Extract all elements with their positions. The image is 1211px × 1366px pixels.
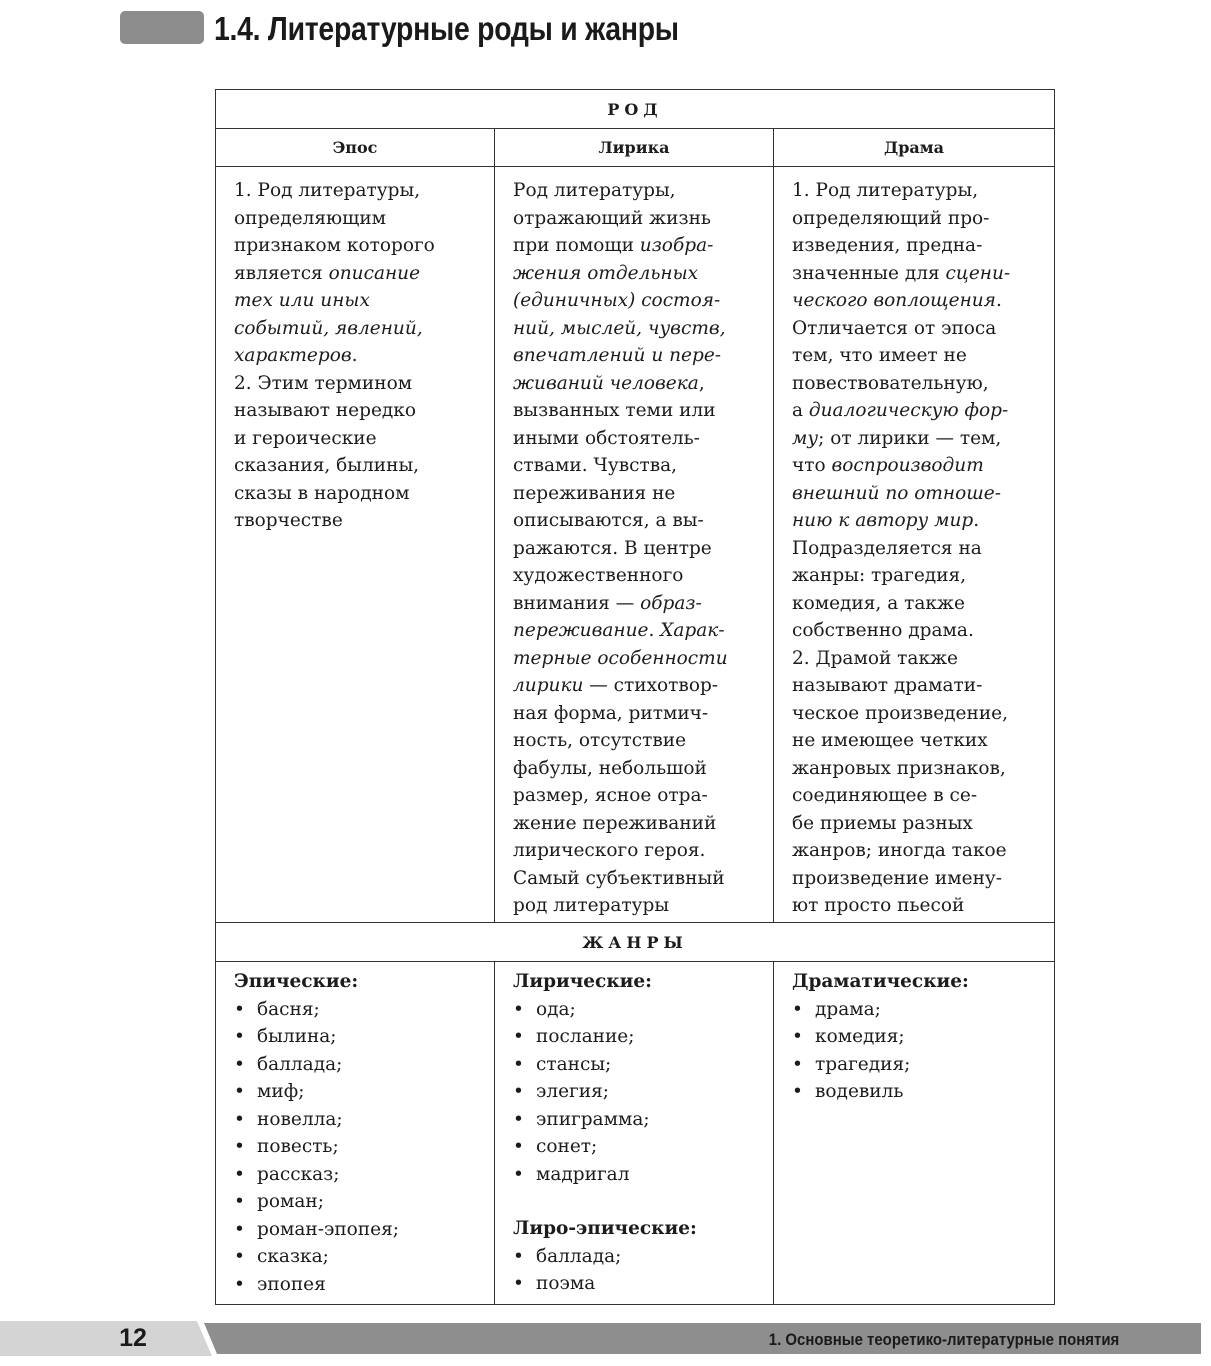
genre-item: • драма; [792, 996, 1040, 1024]
text-line: живаний человека, [513, 372, 705, 394]
header-tab-decoration [120, 11, 204, 44]
text-line: произведение имену- [792, 867, 1003, 889]
text-line: ность, отсутствие [513, 730, 687, 751]
text-line: жения отдельных [513, 262, 699, 284]
text-line: повествовательную, [792, 372, 989, 394]
text-line: Подразделяется на [792, 537, 982, 559]
text-line: определяющим [234, 207, 387, 229]
column-header-drama: Драма [774, 129, 1055, 167]
genre-item: • роман; [234, 1188, 480, 1216]
text-line: сказы в народном [234, 482, 410, 504]
text-line: признаком которого [234, 235, 435, 256]
text-line: ческого воплощения. [792, 290, 1002, 311]
text-line: иными обстоятель- [513, 427, 700, 449]
literary-genres-table [215, 89, 1055, 1305]
page-number: 12 [119, 1324, 147, 1352]
genre-item: • послание; [513, 1023, 759, 1051]
lyric-genres-cell [495, 962, 774, 1305]
text-line: событий, явлений, [234, 317, 423, 339]
genre-item: • новелла; [234, 1106, 480, 1134]
lirika-definition [495, 167, 774, 923]
text-line: сказания, былины, [234, 455, 420, 476]
lyro-epic-genres-list [513, 1243, 759, 1298]
rod-header: РОД [216, 90, 1055, 129]
genre-item: • мадригал [513, 1161, 759, 1189]
text-line: 2. Этим термином [234, 372, 413, 394]
dramatic-genres-list [792, 996, 1040, 1106]
text-line: творчестве [234, 510, 343, 531]
text-line: (единичных) состоя- [513, 290, 721, 311]
genre-item: • сонет; [513, 1133, 759, 1161]
text-line: Род литературы, [513, 180, 676, 201]
text-line: ная форма, ритмич- [513, 702, 709, 724]
genre-item: • ода; [513, 996, 759, 1024]
genre-item: • стансы; [513, 1051, 759, 1079]
genre-item: • рассказ; [234, 1161, 480, 1189]
genre-group-heading: Лирические: [513, 971, 653, 992]
text-line: ний, мыслей, чувств, [513, 317, 726, 339]
text-line: жанры: трагедия, [792, 565, 967, 586]
genre-item: • водевиль [792, 1078, 1040, 1106]
genre-item: • элегия; [513, 1078, 759, 1106]
text-line: ческое произведение, [792, 702, 1008, 724]
text-line: является описание [234, 262, 421, 284]
text-line: переживание. Харак- [513, 620, 725, 641]
text-line: что воспроизводит [792, 455, 984, 476]
text-line: род литературы [513, 895, 670, 916]
text-line: впечатлений и пере- [513, 345, 722, 366]
genre-group-heading: Лиро-эпические: [513, 1218, 697, 1239]
text-line: фабулы, небольшой [513, 757, 707, 779]
text-line: описываются, а вы- [513, 510, 704, 531]
epic-genres-list [234, 996, 480, 1299]
text-line: нию к автору мир. [792, 510, 980, 531]
text-line: внешний по отноше- [792, 482, 1001, 504]
text-line: 1. Род литературы, [234, 180, 421, 201]
text-line: ют просто пьесой [792, 895, 965, 916]
text-line: внимания — образ- [513, 592, 702, 614]
text-line: отражающий жизнь [513, 207, 711, 229]
lyric-genres-list [513, 996, 759, 1189]
text-line: а диалогическую фор- [792, 400, 1009, 421]
epic-genres-cell [216, 962, 495, 1305]
text-line: жанровых признаков, [792, 757, 1006, 779]
text-line: 1. Род литературы, [792, 180, 979, 201]
text-line: лирики — стихотвор- [513, 675, 719, 696]
column-header-epos: Эпос [216, 129, 495, 167]
genre-item: • былина; [234, 1023, 480, 1051]
drama-definition [774, 167, 1055, 923]
text-line: жение переживаний [513, 812, 717, 834]
text-line: при помощи изобра- [513, 235, 714, 256]
genre-item: • роман-эпопея; [234, 1216, 480, 1244]
text-line: 2. Драмой также [792, 647, 958, 669]
text-line: соединяющее в се- [792, 785, 978, 806]
epos-definition [216, 167, 495, 923]
genre-item: • трагедия; [792, 1051, 1040, 1079]
text-line: ражаются. В центре [513, 537, 712, 559]
text-line: терные особенности [513, 647, 728, 669]
genre-item: • баллада; [234, 1051, 480, 1079]
genre-group-heading: Драматические: [792, 971, 969, 992]
text-line: му; от лирики — тем, [792, 427, 1002, 449]
text-line: Отличается от эпоса [792, 317, 997, 339]
text-line: изведения, предна- [792, 235, 983, 256]
text-line: бе приемы разных [792, 812, 973, 834]
column-header-lirika: Лирика [495, 129, 774, 167]
dramatic-genres-cell [774, 962, 1055, 1305]
text-line: Самый субъективный [513, 867, 725, 889]
genre-item: • эпиграмма; [513, 1106, 759, 1134]
genre-item: • повесть; [234, 1133, 480, 1161]
text-line: переживания не [513, 482, 676, 504]
text-line: художественного [513, 565, 684, 586]
text-line: лирического героя. [513, 840, 706, 861]
text-line: тем, что имеет не [792, 345, 967, 366]
genres-header: ЖАНРЫ [216, 923, 1055, 962]
text-line: не имеющее четких [792, 730, 988, 751]
genre-item: • баллада; [513, 1243, 759, 1271]
genre-item: • эпопея [234, 1271, 480, 1299]
text-line: жанров; иногда такое [792, 840, 1007, 861]
genre-group-heading: Эпические: [234, 971, 359, 992]
genre-item: • сказка; [234, 1243, 480, 1271]
text-line: определяющий про- [792, 207, 990, 229]
text-line: вызванных теми или [513, 400, 716, 421]
section-title: 1.4. Литературные роды и жанры [214, 10, 679, 47]
genre-item: • миф; [234, 1078, 480, 1106]
text-line: называют драмати- [792, 675, 983, 696]
text-line: тех или иных [234, 290, 370, 311]
genre-item: • басня; [234, 996, 480, 1024]
text-line: размер, ясное отра- [513, 785, 708, 806]
genre-item: • комедия; [792, 1023, 1040, 1051]
genre-item: • поэма [513, 1270, 759, 1298]
text-line: характеров. [234, 345, 358, 366]
text-line: собственно драма. [792, 620, 974, 641]
chapter-title: 1. Основные теоретико-литературные понятия [768, 1330, 1119, 1349]
text-line: комедия, а также [792, 592, 965, 614]
text-line: ствами. Чувства, [513, 455, 678, 476]
text-line: значенные для сцени- [792, 262, 1011, 284]
text-line: называют нередко [234, 400, 417, 421]
text-line: и героические [234, 427, 377, 449]
